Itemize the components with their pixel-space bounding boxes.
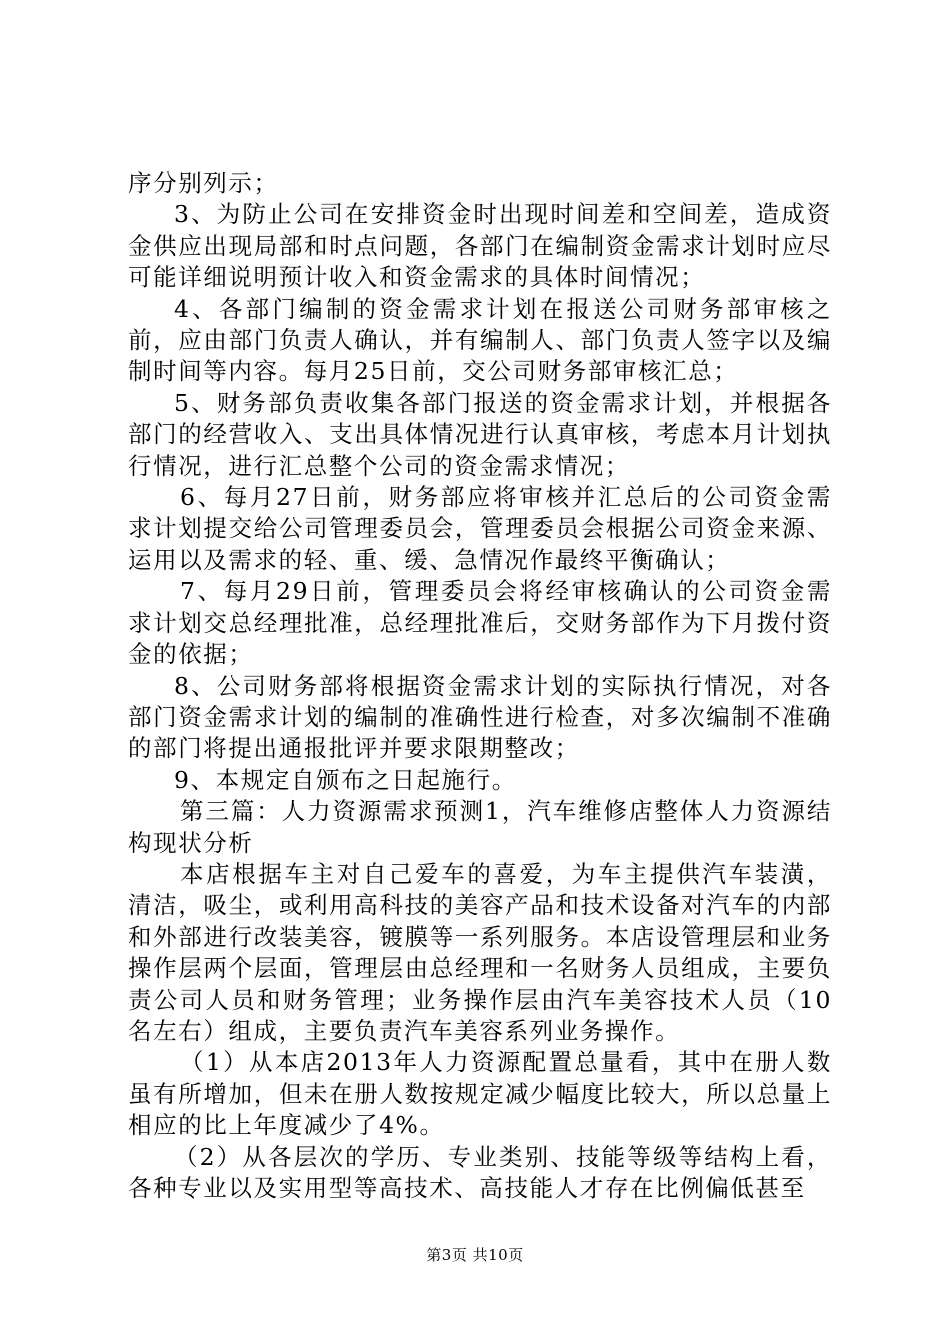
paragraph-point-2: （2）从各层次的学历、专业类别、技能等级等结构上看，各种专业以及实用型等高技术、高技能人才存在比例偏低甚至 xyxy=(128,1142,832,1202)
paragraph-item-4: 4、各部门编制的资金需求计划在报送公司财务部审核之前，应由部门负责人确认，并有编制人、部门负责人签字以及编制时间等内容。每月25日前，交公司财务部审核汇总； xyxy=(128,294,832,386)
paragraph-point-1: （1）从本店2013年人力资源配置总量看，其中在册人数虽有所增加，但未在册人数按规定减少幅度比较大，所以总量上相应的比上年度减少了4%。 xyxy=(128,1048,832,1140)
paragraph-item-7: 7、每月29日前，管理委员会将经审核确认的公司资金需求计划交总经理批准，总经理批准后，交财务部作为下月拨付资金的依据； xyxy=(128,577,832,669)
page-footer: 第3页 共10页 xyxy=(426,1246,524,1264)
paragraph-intro: 本店根据车主对自己爱车的喜爱，为车主提供汽车装潢，清洁，吸尘，或利用高科技的美容产品和技术设备对汽车的内部和外部进行改装美容，镀膜等一系列服务。本店设管理层和业务操作层两个层面，管理层由总经理和一名财务人员组成，主要负责公司人员和财务管理；业务操作层由汽车美容技术人员（10名左右）组成，主要负责汽车美容系列业务操作。 xyxy=(128,859,832,1045)
paragraph-item-3: 3、为防止公司在安排资金时出现时间差和空间差，造成资金供应出现局部和时点问题，各部门在编制资金需求计划时应尽可能详细说明预计收入和资金需求的具体时间情况； xyxy=(128,200,832,292)
document-body xyxy=(128,168,832,1204)
paragraph-item-9: 9、本规定自颁布之日起施行。 xyxy=(174,765,517,794)
section-heading: 第三篇：人力资源需求预测1，汽车维修店整体人力资源结构现状分析 xyxy=(128,797,832,857)
paragraph-item-5: 5、财务部负责收集各部门报送的资金需求计划，并根据各部门的经营收入、支出具体情况进行认真审核，考虑本月计划执行情况，进行汇总整个公司的资金需求情况； xyxy=(128,388,832,480)
paragraph-item-8: 8、公司财务部将根据资金需求计划的实际执行情况，对各部门资金需求计划的编制的准确性进行检查，对多次编制不准确的部门将提出通报批评并要求限期整改； xyxy=(128,671,832,763)
paragraph-continuation: 序分别列示； xyxy=(128,169,279,197)
paragraph-item-6: 6、每月27日前，财务部应将审核并汇总后的公司资金需求计划提交给公司管理委员会，管理委员会根据公司资金来源、运用以及需求的轻、重、缓、急情况作最终平衡确认； xyxy=(128,483,832,574)
